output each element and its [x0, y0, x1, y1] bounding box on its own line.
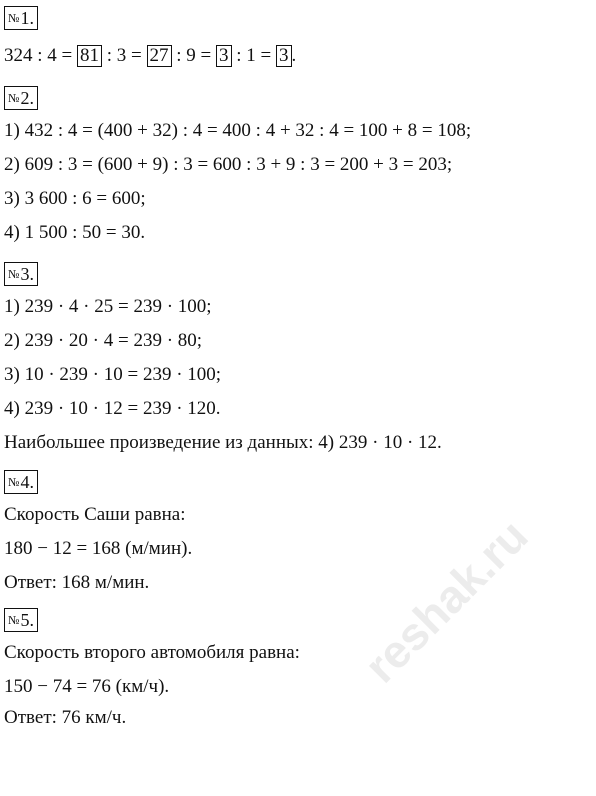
answer-box: 3: [216, 45, 232, 67]
answer-box: 81: [77, 45, 102, 67]
task-number-badge: №5.: [4, 608, 38, 632]
task-number-badge: №2.: [4, 86, 38, 110]
task-1-badge: [4, 6, 38, 30]
task-2-line: 3) 3 600 : 6 = 600;: [4, 188, 146, 209]
task-5-line: 150 − 74 = 76 (км/ч).: [4, 676, 170, 697]
task-2-line: 1) 432 : 4 = (400 + 32) : 4 = 400 : 4 + 32 : 4 = 100 + 8 = 108;: [4, 120, 472, 141]
task-number-badge: №3.: [4, 262, 38, 286]
task-2-badge: [4, 86, 38, 110]
task-3-line: 1) 239 · 4 · 25 = 239 · 100;: [4, 296, 212, 317]
task-5-badge: [4, 608, 38, 632]
task-4-answer: Ответ: 168 м/мин.: [4, 572, 150, 593]
task-3-line: 2) 239 · 20 · 4 = 239 · 80;: [4, 330, 203, 351]
answer-box: 27: [147, 45, 172, 67]
task-3-badge: [4, 262, 38, 286]
task-1-equation: 324 : 4 = 81 : 3 = 27 : 9 = 3 : 1 = 3 .: [4, 45, 297, 66]
task-number-badge: №4.: [4, 470, 38, 494]
task-3-line: 4) 239 · 10 · 12 = 239 · 120.: [4, 398, 221, 419]
task-3-conclusion: Наибольшее произведение из данных: 4) 239 · 10 · 12.: [4, 432, 442, 453]
task-2-line: 4) 1 500 : 50 = 30.: [4, 222, 146, 243]
task-2-line: 2) 609 : 3 = (600 + 9) : 3 = 600 : 3 + 9 : 3 = 200 + 3 = 203;: [4, 154, 453, 175]
task-5-answer: Ответ: 76 км/ч.: [4, 707, 127, 728]
watermark: reshak.ru: [354, 509, 538, 693]
task-5-line: Скорость второго автомобиля равна:: [4, 642, 300, 663]
task-4-line: Скорость Саши равна:: [4, 504, 186, 525]
answer-box: 3: [276, 45, 292, 67]
task-4-line: 180 − 12 = 168 (м/мин).: [4, 538, 193, 559]
task-4-badge: [4, 470, 38, 494]
task-3-line: 3) 10 · 239 · 10 = 239 · 100;: [4, 364, 222, 385]
task-number-badge: №1.: [4, 6, 38, 30]
